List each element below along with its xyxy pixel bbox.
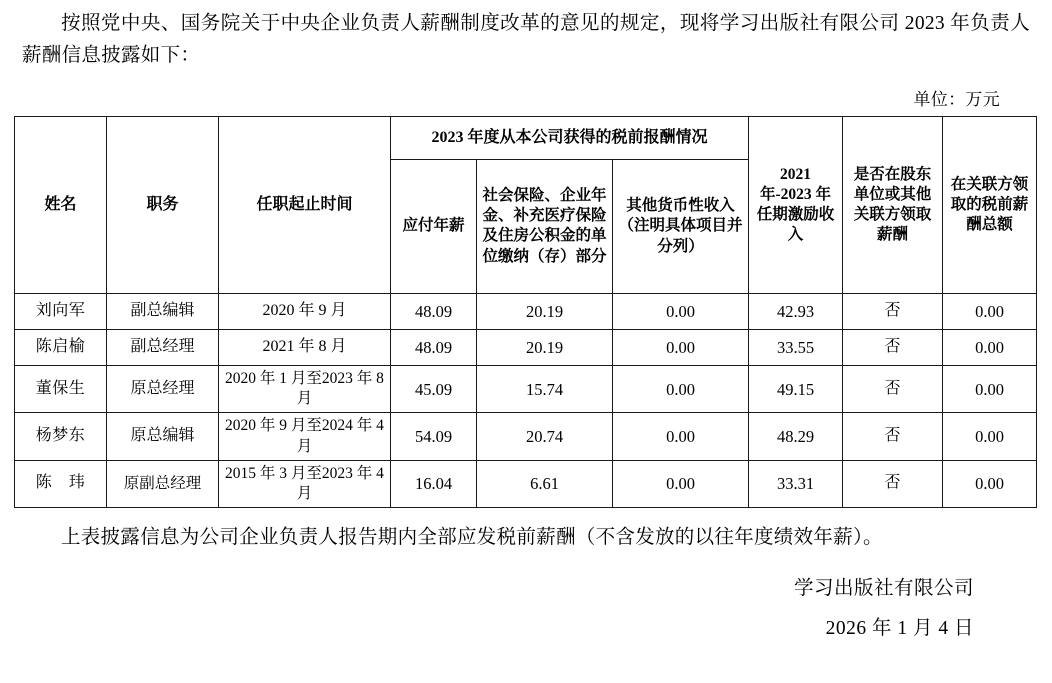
table-row — [15, 413, 1037, 460]
cell-related-total: 0.00 — [943, 413, 1037, 460]
header-incentive: 2021 年-2023 年任期激励收入 — [749, 117, 843, 294]
cell-related-total: 0.00 — [943, 330, 1037, 366]
table-row — [15, 460, 1037, 507]
footer-note: 上表披露信息为公司企业负责人报告期内全部应发税前薪酬（不含发放的以往年度绩效年薪）。 — [61, 527, 883, 548]
cell-term: 2015 年 3 月至2023 年 4 月 — [219, 460, 391, 507]
cell-shareholder-pay: 否 — [843, 330, 943, 366]
cell-other-income: 0.00 — [613, 330, 749, 366]
cell-payable-salary: 45.09 — [391, 366, 477, 413]
intro-paragraph: 按照党中央、国务院关于中央企业负责人薪酬制度改革的意见的规定，现将学习出版社有限公司 2023 年负责人薪酬信息披露如下： — [22, 13, 1030, 66]
cell-incentive: 48.29 — [749, 413, 843, 460]
cell-term: 2020 年 1 月至2023 年 8 月 — [219, 366, 391, 413]
salary-table-wrapper — [0, 116, 1052, 508]
cell-related-total: 0.00 — [943, 366, 1037, 413]
cell-other-income: 0.00 — [613, 460, 749, 507]
table-head — [15, 117, 1037, 294]
cell-incentive: 49.15 — [749, 366, 843, 413]
cell-payable-salary: 16.04 — [391, 460, 477, 507]
cell-term: 2021 年 8 月 — [219, 330, 391, 366]
cell-position: 原副总经理 — [107, 460, 219, 507]
cell-position: 原总编辑 — [107, 413, 219, 460]
signature-date: 2026 年 1 月 4 日 — [825, 617, 974, 639]
header-related-total: 在关联方领取的税前薪酬总额 — [943, 117, 1037, 294]
cell-insurance: 6.61 — [477, 460, 613, 507]
cell-shareholder-pay: 否 — [843, 460, 943, 507]
cell-name: 杨梦东 — [15, 413, 107, 460]
signature-company: 学习出版社有限公司 — [793, 577, 974, 599]
cell-insurance: 20.19 — [477, 330, 613, 366]
header-term: 任职起止时间 — [219, 117, 391, 294]
cell-insurance: 20.74 — [477, 413, 613, 460]
header-other-income: 其他货币性收入（注明具体项目并分列） — [613, 159, 749, 293]
header-insurance: 社会保险、企业年金、补充医疗保险及住房公积金的单位缴纳（存）部分 — [477, 159, 613, 293]
table-row — [15, 330, 1037, 366]
cell-term: 2020 年 9 月 — [219, 294, 391, 330]
cell-insurance: 20.19 — [477, 294, 613, 330]
cell-incentive: 33.31 — [749, 460, 843, 507]
header-name: 姓名 — [15, 117, 107, 294]
unit-label: 单位：万元 — [913, 90, 1000, 110]
header-position: 职务 — [107, 117, 219, 294]
cell-related-total: 0.00 — [943, 294, 1037, 330]
cell-other-income: 0.00 — [613, 294, 749, 330]
cell-payable-salary: 54.09 — [391, 413, 477, 460]
cell-payable-salary: 48.09 — [391, 294, 477, 330]
table-header-row-1 — [15, 117, 1037, 160]
cell-position: 原总经理 — [107, 366, 219, 413]
cell-shareholder-pay: 否 — [843, 366, 943, 413]
cell-position: 副总经理 — [107, 330, 219, 366]
cell-payable-salary: 48.09 — [391, 330, 477, 366]
table-row — [15, 294, 1037, 330]
cell-other-income: 0.00 — [613, 413, 749, 460]
cell-shareholder-pay: 否 — [843, 413, 943, 460]
header-shareholder-pay: 是否在股东单位或其他关联方领取薪酬 — [843, 117, 943, 294]
header-group-pretax-pay: 2023 年度从本公司获得的税前报酬情况 — [391, 117, 749, 160]
salary-disclosure-table — [14, 116, 1037, 508]
cell-insurance: 15.74 — [477, 366, 613, 413]
cell-incentive: 33.55 — [749, 330, 843, 366]
cell-shareholder-pay: 否 — [843, 294, 943, 330]
cell-name: 陈 玮 — [15, 460, 107, 507]
header-payable-salary: 应付年薪 — [391, 159, 477, 293]
cell-name: 董保生 — [15, 366, 107, 413]
cell-other-income: 0.00 — [613, 366, 749, 413]
cell-position: 副总编辑 — [107, 294, 219, 330]
table-body — [15, 294, 1037, 508]
cell-related-total: 0.00 — [943, 460, 1037, 507]
cell-name: 陈启榆 — [15, 330, 107, 366]
cell-incentive: 42.93 — [749, 294, 843, 330]
cell-term: 2020 年 9 月至2024 年 4 月 — [219, 413, 391, 460]
cell-name: 刘向军 — [15, 294, 107, 330]
table-row — [15, 366, 1037, 413]
